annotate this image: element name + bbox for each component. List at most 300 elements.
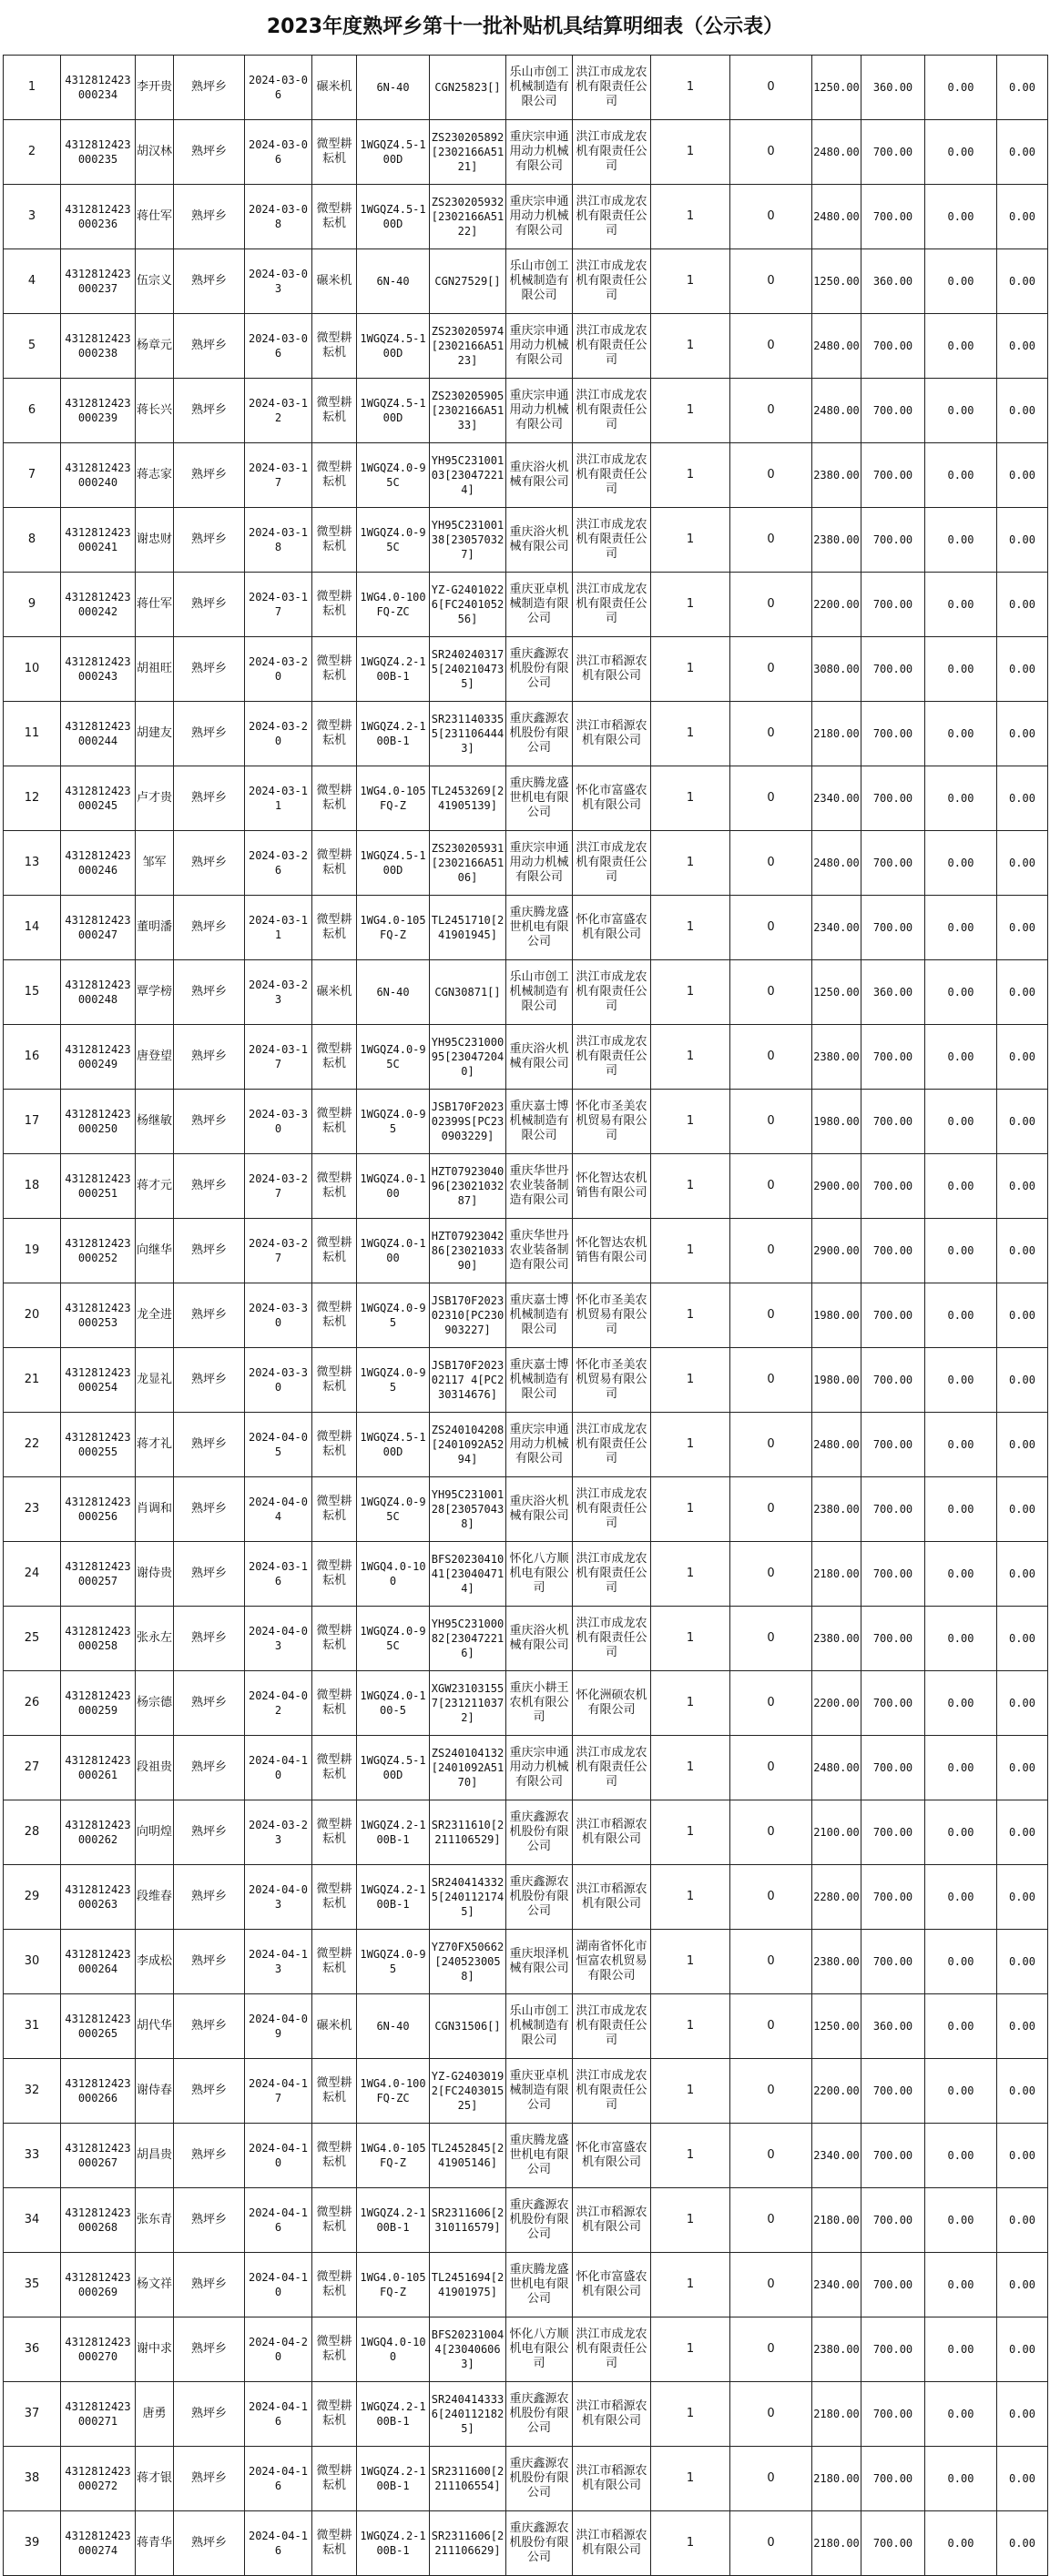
cell-amount-b: 0.00	[997, 508, 1048, 573]
cell-count-zero: 0	[730, 1090, 812, 1154]
cell-dealer: 怀化洲硕农机有限公司	[573, 1671, 651, 1736]
cell-subsidy-code: 4312812423000240	[61, 443, 136, 508]
cell-amount-b: 0.00	[997, 1994, 1048, 2059]
cell-subsidy-amount: 700.00	[861, 1413, 925, 1477]
cell-purchase-date: 2024-03-08	[245, 185, 312, 249]
cell-sale-price: 2180.00	[812, 2511, 861, 2576]
cell-subsidy-code: 4312812423000243	[61, 637, 136, 702]
cell-row-index: 39	[4, 2511, 61, 2576]
cell-count-zero: 0	[730, 314, 812, 379]
cell-purchase-date: 2024-03-17	[245, 1025, 312, 1090]
cell-purchase-date: 2024-03-17	[245, 573, 312, 637]
cell-sale-price: 2900.00	[812, 1154, 861, 1219]
cell-row-index: 29	[4, 1865, 61, 1930]
cell-quantity: 1	[651, 1736, 730, 1800]
cell-subsidy-code: 4312812423000272	[61, 2447, 136, 2511]
cell-purchase-date: 2024-04-10	[245, 2253, 312, 2317]
cell-machine-model: 1WGQZ4.5-100D	[357, 1413, 430, 1477]
cell-subsidy-amount: 700.00	[861, 2511, 925, 2576]
cell-purchase-date: 2024-04-03	[245, 1865, 312, 1930]
cell-serial-number: ZS230205892[2302166A5121]	[430, 120, 506, 185]
cell-amount-a: 0.00	[925, 1800, 997, 1865]
cell-dealer: 洪江市成龙农机有限责任公司	[573, 831, 651, 896]
cell-amount-a: 0.00	[925, 896, 997, 960]
cell-subsidy-amount: 700.00	[861, 2059, 925, 2124]
cell-subsidy-amount: 700.00	[861, 1219, 925, 1283]
cell-amount-a: 0.00	[925, 1607, 997, 1671]
table-row	[4, 249, 1048, 314]
cell-serial-number: ZS230205932[2302166A5122]	[430, 185, 506, 249]
cell-amount-a: 0.00	[925, 1542, 997, 1607]
cell-count-zero: 0	[730, 249, 812, 314]
cell-purchase-date: 2024-03-30	[245, 1283, 312, 1348]
cell-serial-number: CGN27529[]	[430, 249, 506, 314]
table-row	[4, 1736, 1048, 1800]
cell-purchase-date: 2024-04-02	[245, 1671, 312, 1736]
cell-serial-number: TL2452845[241905146]	[430, 2124, 506, 2188]
cell-count-zero: 0	[730, 2188, 812, 2253]
cell-machine-type: 微型耕耘机	[312, 1800, 357, 1865]
table-row	[4, 1219, 1048, 1283]
cell-manufacturer: 怀化八方顺机电有限公司	[506, 1542, 573, 1607]
cell-farmer-name: 蒋志家	[136, 443, 174, 508]
cell-machine-type: 微型耕耘机	[312, 766, 357, 831]
cell-manufacturer: 重庆鑫源农机股份有限公司	[506, 1800, 573, 1865]
cell-purchase-date: 2024-04-09	[245, 1994, 312, 2059]
table-row	[4, 1930, 1048, 1994]
cell-sale-price: 2480.00	[812, 1413, 861, 1477]
cell-machine-model: 1WGQ4.0-100	[357, 2317, 430, 2382]
cell-farmer-name: 邹军	[136, 831, 174, 896]
cell-amount-a: 0.00	[925, 1219, 997, 1283]
cell-machine-type: 微型耕耘机	[312, 1542, 357, 1607]
cell-count-zero: 0	[730, 2511, 812, 2576]
cell-sale-price: 1250.00	[812, 249, 861, 314]
cell-row-index: 25	[4, 1607, 61, 1671]
cell-row-index: 6	[4, 379, 61, 443]
cell-row-index: 8	[4, 508, 61, 573]
cell-sale-price: 2380.00	[812, 1607, 861, 1671]
cell-township: 熟坪乡	[174, 637, 245, 702]
cell-subsidy-code: 4312812423000259	[61, 1671, 136, 1736]
cell-township: 熟坪乡	[174, 2059, 245, 2124]
cell-machine-type: 微型耕耘机	[312, 2382, 357, 2447]
cell-amount-b: 0.00	[997, 120, 1048, 185]
cell-township: 熟坪乡	[174, 1090, 245, 1154]
cell-serial-number: BFS202310044[230406063]	[430, 2317, 506, 2382]
cell-count-zero: 0	[730, 185, 812, 249]
cell-subsidy-code: 4312812423000236	[61, 185, 136, 249]
cell-manufacturer: 重庆腾龙盛世机电有限公司	[506, 2124, 573, 2188]
page-title: 2023年度熟坪乡第十一批补贴机具结算明细表（公示表）	[266, 15, 784, 38]
cell-quantity: 1	[651, 1413, 730, 1477]
cell-manufacturer: 重庆亚卓机械制造有限公司	[506, 573, 573, 637]
cell-amount-b: 0.00	[997, 2511, 1048, 2576]
cell-amount-b: 0.00	[997, 1348, 1048, 1413]
cell-count-zero: 0	[730, 2447, 812, 2511]
cell-serial-number: BFS2023041041[230404714]	[430, 1542, 506, 1607]
table-row	[4, 1413, 1048, 1477]
cell-farmer-name: 蒋青华	[136, 2511, 174, 2576]
cell-row-index: 24	[4, 1542, 61, 1607]
cell-quantity: 1	[651, 1477, 730, 1542]
cell-township: 熟坪乡	[174, 1025, 245, 1090]
cell-quantity: 1	[651, 1154, 730, 1219]
cell-amount-a: 0.00	[925, 2317, 997, 2382]
cell-amount-b: 0.00	[997, 896, 1048, 960]
cell-purchase-date: 2024-03-12	[245, 379, 312, 443]
cell-machine-type: 微型耕耘机	[312, 1671, 357, 1736]
cell-amount-b: 0.00	[997, 1025, 1048, 1090]
cell-dealer: 洪江市成龙农机有限责任公司	[573, 185, 651, 249]
cell-township: 熟坪乡	[174, 1865, 245, 1930]
cell-quantity: 1	[651, 573, 730, 637]
cell-amount-a: 0.00	[925, 185, 997, 249]
cell-row-index: 32	[4, 2059, 61, 2124]
cell-machine-model: 1WGQZ4.5-100D	[357, 314, 430, 379]
cell-amount-a: 0.00	[925, 1283, 997, 1348]
cell-quantity: 1	[651, 120, 730, 185]
table-row	[4, 960, 1048, 1025]
cell-dealer: 洪江市成龙农机有限责任公司	[573, 960, 651, 1025]
cell-manufacturer: 重庆华世丹农业装备制造有限公司	[506, 1219, 573, 1283]
cell-serial-number: HZT0792304096[2302103287]	[430, 1154, 506, 1219]
cell-subsidy-amount: 700.00	[861, 2124, 925, 2188]
cell-farmer-name: 杨宗德	[136, 1671, 174, 1736]
cell-farmer-name: 段维春	[136, 1865, 174, 1930]
cell-machine-type: 碾米机	[312, 1994, 357, 2059]
cell-machine-type: 微型耕耘机	[312, 1865, 357, 1930]
cell-sale-price: 1980.00	[812, 1348, 861, 1413]
table-row	[4, 1671, 1048, 1736]
cell-row-index: 9	[4, 573, 61, 637]
cell-subsidy-amount: 360.00	[861, 56, 925, 120]
cell-sale-price: 1250.00	[812, 960, 861, 1025]
cell-purchase-date: 2024-03-03	[245, 249, 312, 314]
cell-purchase-date: 2024-03-30	[245, 1090, 312, 1154]
cell-subsidy-amount: 700.00	[861, 1930, 925, 1994]
cell-subsidy-amount: 700.00	[861, 1671, 925, 1736]
cell-subsidy-code: 4312812423000268	[61, 2188, 136, 2253]
cell-sale-price: 2380.00	[812, 1477, 861, 1542]
cell-count-zero: 0	[730, 766, 812, 831]
cell-row-index: 23	[4, 1477, 61, 1542]
cell-township: 熟坪乡	[174, 1736, 245, 1800]
cell-quantity: 1	[651, 508, 730, 573]
cell-amount-b: 0.00	[997, 831, 1048, 896]
cell-amount-b: 0.00	[997, 573, 1048, 637]
cell-purchase-date: 2024-04-10	[245, 2124, 312, 2188]
cell-sale-price: 2340.00	[812, 2124, 861, 2188]
cell-dealer: 洪江市稻源农机有限公司	[573, 702, 651, 766]
cell-farmer-name: 胡昌贵	[136, 2124, 174, 2188]
cell-purchase-date: 2024-03-17	[245, 443, 312, 508]
cell-amount-a: 0.00	[925, 702, 997, 766]
cell-amount-a: 0.00	[925, 1477, 997, 1542]
cell-machine-type: 微型耕耘机	[312, 379, 357, 443]
cell-machine-model: 1WGQZ4.5-100D	[357, 120, 430, 185]
cell-purchase-date: 2024-03-20	[245, 637, 312, 702]
cell-serial-number: SR2311403355[2311064443]	[430, 702, 506, 766]
cell-serial-number: CGN30871[]	[430, 960, 506, 1025]
table-row	[4, 766, 1048, 831]
cell-quantity: 1	[651, 185, 730, 249]
cell-amount-b: 0.00	[997, 1671, 1048, 1736]
cell-manufacturer: 重庆鑫源农机股份有限公司	[506, 2188, 573, 2253]
cell-quantity: 1	[651, 1219, 730, 1283]
cell-amount-a: 0.00	[925, 1090, 997, 1154]
cell-subsidy-amount: 700.00	[861, 2317, 925, 2382]
cell-row-index: 7	[4, 443, 61, 508]
cell-machine-type: 微型耕耘机	[312, 1090, 357, 1154]
cell-subsidy-code: 4312812423000242	[61, 573, 136, 637]
cell-farmer-name: 胡建友	[136, 702, 174, 766]
cell-count-zero: 0	[730, 1283, 812, 1348]
cell-machine-type: 微型耕耘机	[312, 1736, 357, 1800]
cell-amount-b: 0.00	[997, 1607, 1048, 1671]
cell-machine-type: 微型耕耘机	[312, 508, 357, 573]
cell-sale-price: 2180.00	[812, 1542, 861, 1607]
cell-purchase-date: 2024-04-16	[245, 2511, 312, 2576]
cell-amount-b: 0.00	[997, 1219, 1048, 1283]
cell-dealer: 洪江市成龙农机有限责任公司	[573, 1025, 651, 1090]
cell-row-index: 11	[4, 702, 61, 766]
cell-farmer-name: 覃学榜	[136, 960, 174, 1025]
cell-sale-price: 2380.00	[812, 443, 861, 508]
cell-subsidy-amount: 360.00	[861, 1994, 925, 2059]
cell-amount-b: 0.00	[997, 2382, 1048, 2447]
cell-subsidy-amount: 700.00	[861, 1800, 925, 1865]
cell-row-index: 17	[4, 1090, 61, 1154]
cell-quantity: 1	[651, 702, 730, 766]
cell-amount-a: 0.00	[925, 960, 997, 1025]
cell-dealer: 洪江市成龙农机有限责任公司	[573, 379, 651, 443]
cell-amount-a: 0.00	[925, 379, 997, 443]
cell-subsidy-code: 4312812423000254	[61, 1348, 136, 1413]
cell-row-index: 30	[4, 1930, 61, 1994]
table-row	[4, 2253, 1048, 2317]
cell-township: 熟坪乡	[174, 2447, 245, 2511]
cell-subsidy-code: 4312812423000247	[61, 896, 136, 960]
cell-dealer: 洪江市成龙农机有限责任公司	[573, 508, 651, 573]
cell-dealer: 洪江市成龙农机有限责任公司	[573, 1994, 651, 2059]
cell-count-zero: 0	[730, 637, 812, 702]
cell-subsidy-code: 4312812423000248	[61, 960, 136, 1025]
cell-machine-model: 1WGQZ4.0-100-5	[357, 1671, 430, 1736]
cell-farmer-name: 蒋长兴	[136, 379, 174, 443]
cell-township: 熟坪乡	[174, 1348, 245, 1413]
cell-subsidy-code: 4312812423000251	[61, 1154, 136, 1219]
cell-township: 熟坪乡	[174, 508, 245, 573]
cell-manufacturer: 重庆浴火机械有限公司	[506, 1025, 573, 1090]
cell-amount-b: 0.00	[997, 2253, 1048, 2317]
cell-count-zero: 0	[730, 1154, 812, 1219]
cell-machine-type: 微型耕耘机	[312, 2188, 357, 2253]
cell-amount-b: 0.00	[997, 379, 1048, 443]
cell-manufacturer: 重庆鑫源农机股份有限公司	[506, 637, 573, 702]
cell-farmer-name: 谢中求	[136, 2317, 174, 2382]
cell-subsidy-code: 4312812423000239	[61, 379, 136, 443]
cell-quantity: 1	[651, 2253, 730, 2317]
cell-amount-b: 0.00	[997, 1736, 1048, 1800]
cell-purchase-date: 2024-03-27	[245, 1154, 312, 1219]
cell-sale-price: 2380.00	[812, 508, 861, 573]
cell-manufacturer: 重庆鑫源农机股份有限公司	[506, 702, 573, 766]
cell-sale-price: 1980.00	[812, 1090, 861, 1154]
cell-township: 熟坪乡	[174, 1930, 245, 1994]
cell-farmer-name: 胡祖旺	[136, 637, 174, 702]
table-row	[4, 573, 1048, 637]
cell-subsidy-amount: 700.00	[861, 314, 925, 379]
cell-count-zero: 0	[730, 56, 812, 120]
cell-manufacturer: 乐山市创工机械制造有限公司	[506, 1994, 573, 2059]
cell-quantity: 1	[651, 1025, 730, 1090]
cell-manufacturer: 重庆嘉士博机械制造有限公司	[506, 1283, 573, 1348]
cell-sale-price: 2340.00	[812, 896, 861, 960]
cell-subsidy-amount: 360.00	[861, 249, 925, 314]
cell-amount-a: 0.00	[925, 831, 997, 896]
cell-subsidy-amount: 700.00	[861, 120, 925, 185]
cell-machine-type: 微型耕耘机	[312, 702, 357, 766]
cell-subsidy-amount: 700.00	[861, 1025, 925, 1090]
cell-row-index: 20	[4, 1283, 61, 1348]
cell-dealer: 洪江市成龙农机有限责任公司	[573, 1607, 651, 1671]
cell-amount-a: 0.00	[925, 443, 997, 508]
cell-amount-b: 0.00	[997, 443, 1048, 508]
cell-quantity: 1	[651, 2382, 730, 2447]
cell-machine-model: 1WGQZ4.0-95	[357, 1930, 430, 1994]
cell-serial-number: XGW231031557[2312110372]	[430, 1671, 506, 1736]
table-row	[4, 2188, 1048, 2253]
table-row	[4, 1025, 1048, 1090]
cell-township: 熟坪乡	[174, 2511, 245, 2576]
cell-serial-number: ZS230205931[2302166A5106]	[430, 831, 506, 896]
cell-subsidy-code: 4312812423000241	[61, 508, 136, 573]
cell-township: 熟坪乡	[174, 249, 245, 314]
cell-sale-price: 2200.00	[812, 573, 861, 637]
cell-serial-number: SR2402403175[2402104735]	[430, 637, 506, 702]
cell-township: 熟坪乡	[174, 766, 245, 831]
cell-quantity: 1	[651, 2059, 730, 2124]
cell-amount-b: 0.00	[997, 1800, 1048, 1865]
cell-quantity: 1	[651, 1800, 730, 1865]
cell-amount-b: 0.00	[997, 1542, 1048, 1607]
cell-subsidy-code: 4312812423000245	[61, 766, 136, 831]
cell-row-index: 18	[4, 1154, 61, 1219]
cell-farmer-name: 唐登望	[136, 1025, 174, 1090]
cell-machine-model: 1WGQZ4.2-100B-1	[357, 2447, 430, 2511]
cell-machine-type: 微型耕耘机	[312, 2124, 357, 2188]
table-row	[4, 1800, 1048, 1865]
cell-quantity: 1	[651, 2188, 730, 2253]
cell-row-index: 37	[4, 2382, 61, 2447]
cell-township: 熟坪乡	[174, 1219, 245, 1283]
cell-manufacturer: 怀化八方顺机电有限公司	[506, 2317, 573, 2382]
cell-machine-model: 1WGQZ4.2-100B-1	[357, 2382, 430, 2447]
cell-count-zero: 0	[730, 1994, 812, 2059]
table-row	[4, 2447, 1048, 2511]
cell-machine-model: 1WG4.0-105FQ-Z	[357, 766, 430, 831]
cell-farmer-name: 蒋仕军	[136, 185, 174, 249]
cell-sale-price: 2380.00	[812, 1025, 861, 1090]
cell-amount-a: 0.00	[925, 56, 997, 120]
cell-farmer-name: 谢侍春	[136, 2059, 174, 2124]
cell-quantity: 1	[651, 249, 730, 314]
cell-farmer-name: 向明煌	[136, 1800, 174, 1865]
cell-machine-type: 微型耕耘机	[312, 831, 357, 896]
cell-purchase-date: 2024-04-04	[245, 1477, 312, 1542]
cell-count-zero: 0	[730, 960, 812, 1025]
cell-purchase-date: 2024-03-27	[245, 1219, 312, 1283]
cell-dealer: 洪江市成龙农机有限责任公司	[573, 2317, 651, 2382]
cell-subsidy-amount: 700.00	[861, 185, 925, 249]
cell-dealer: 怀化市富盛农机有限公司	[573, 2124, 651, 2188]
cell-manufacturer: 重庆宗申通用动力机械有限公司	[506, 120, 573, 185]
cell-sale-price: 2480.00	[812, 120, 861, 185]
cell-machine-type: 微型耕耘机	[312, 1348, 357, 1413]
cell-quantity: 1	[651, 56, 730, 120]
cell-purchase-date: 2024-04-05	[245, 1413, 312, 1477]
cell-row-index: 31	[4, 1994, 61, 2059]
cell-township: 熟坪乡	[174, 120, 245, 185]
cell-subsidy-code: 4312812423000252	[61, 1219, 136, 1283]
cell-farmer-name: 龙显礼	[136, 1348, 174, 1413]
cell-dealer: 洪江市稻源农机有限公司	[573, 2447, 651, 2511]
cell-purchase-date: 2024-04-16	[245, 2447, 312, 2511]
cell-amount-a: 0.00	[925, 2124, 997, 2188]
table-row	[4, 1090, 1048, 1154]
cell-subsidy-code: 4312812423000262	[61, 1800, 136, 1865]
cell-subsidy-code: 4312812423000246	[61, 831, 136, 896]
cell-quantity: 1	[651, 1090, 730, 1154]
cell-sale-price: 2180.00	[812, 2382, 861, 2447]
cell-count-zero: 0	[730, 1219, 812, 1283]
cell-farmer-name: 肖调和	[136, 1477, 174, 1542]
cell-machine-type: 微型耕耘机	[312, 896, 357, 960]
cell-purchase-date: 2024-03-11	[245, 896, 312, 960]
cell-purchase-date: 2024-04-16	[245, 2382, 312, 2447]
cell-machine-model: 1WGQZ4.5-100D	[357, 379, 430, 443]
cell-subsidy-amount: 700.00	[861, 1736, 925, 1800]
cell-quantity: 1	[651, 831, 730, 896]
cell-subsidy-amount: 700.00	[861, 896, 925, 960]
cell-township: 熟坪乡	[174, 2317, 245, 2382]
cell-machine-model: 1WGQZ4.0-95C	[357, 443, 430, 508]
cell-amount-a: 0.00	[925, 120, 997, 185]
cell-township: 熟坪乡	[174, 1413, 245, 1477]
cell-machine-model: 1WGQZ4.2-100B-1	[357, 1865, 430, 1930]
cell-dealer: 洪江市成龙农机有限责任公司	[573, 1542, 651, 1607]
cell-quantity: 1	[651, 2447, 730, 2511]
cell-manufacturer: 重庆宗申通用动力机械有限公司	[506, 379, 573, 443]
cell-manufacturer: 重庆宗申通用动力机械有限公司	[506, 1413, 573, 1477]
cell-serial-number: YH95C23100082[230472216]	[430, 1607, 506, 1671]
cell-subsidy-amount: 700.00	[861, 443, 925, 508]
settlement-table	[3, 55, 1048, 2576]
cell-machine-type: 微型耕耘机	[312, 185, 357, 249]
cell-farmer-name: 胡代华	[136, 1994, 174, 2059]
cell-machine-model: 1WGQZ4.5-100D	[357, 185, 430, 249]
cell-machine-model: 1WG4.0-105FQ-Z	[357, 2124, 430, 2188]
cell-machine-model: 1WG4.0-105FQ-Z	[357, 2253, 430, 2317]
cell-manufacturer: 重庆腾龙盛世机电有限公司	[506, 766, 573, 831]
cell-manufacturer: 重庆宗申通用动力机械有限公司	[506, 185, 573, 249]
cell-sale-price: 2200.00	[812, 2059, 861, 2124]
cell-row-index: 28	[4, 1800, 61, 1865]
cell-machine-model: 6N-40	[357, 56, 430, 120]
cell-count-zero: 0	[730, 1413, 812, 1477]
cell-machine-type: 微型耕耘机	[312, 1283, 357, 1348]
